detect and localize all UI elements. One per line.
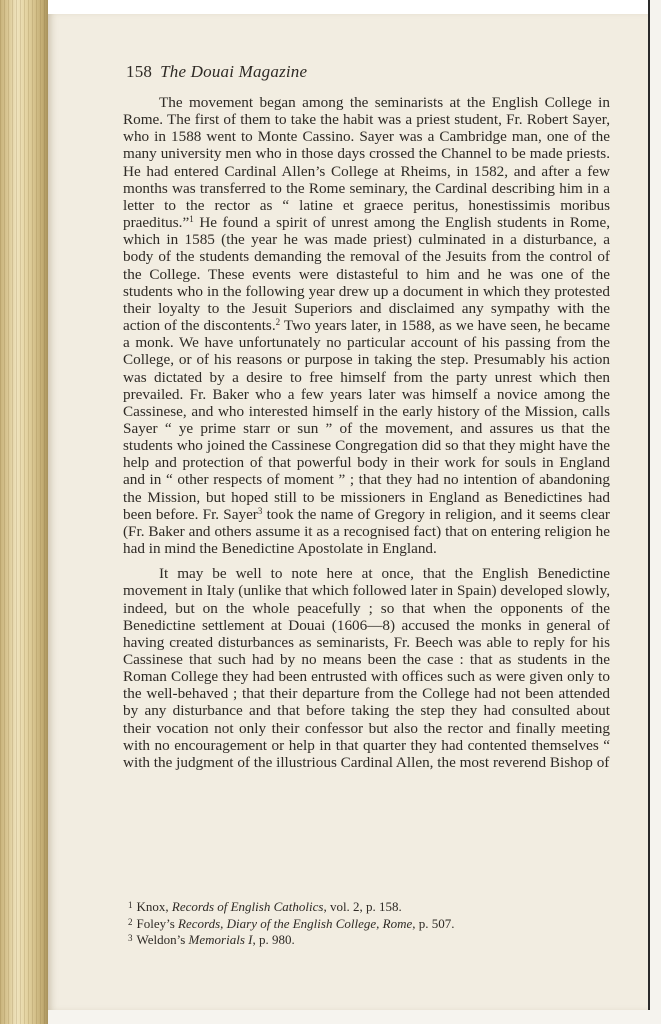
footnote-text: , vol. 2, p. 158. [323, 899, 402, 914]
footnote-number: 2 [128, 916, 133, 927]
footnote-text: Weldon’s [136, 932, 189, 947]
footnote-number: 1 [128, 900, 133, 910]
footnote-text: Knox, [136, 899, 172, 914]
footnote-ref-2: 2 [275, 317, 281, 328]
paragraph-1-part-c: Two years later, in 1588, as we have seen, he became a monk. We have unfortunately no particular account of his passing from the College, or of his reasons or purpose in taking the step. Presumably his action was dictated by a desire to free himself from the party unrest which then prevailed. Fr. Baker who a few years later was himself a novice among the Cassinese, and who interested himself in the early history of the Mission, calls Sayer “ ye prime starr or sun ” of the movement, and assures us that the students who joined the Cassinese Congregation did so that they might have the help and protection of that powerful body in their work for souls in England and in “ other respects of moment ” ; that they had no intention of abandoning the Mission, but hoped still to be missioners in England as Benedictines had been before. Fr. Sayer [123, 317, 610, 523]
footnote-1 [128, 898, 598, 915]
footnote-ref-1: 1 [189, 214, 194, 225]
paragraph-1-part-b: He found a spirit of unrest among the English students in Rome, which in 1585 (the year he was made priest) culminated in a disturbance, a body of the students demanding the removal of the Jesuits from the control of the College. These events were distasteful to him and he was one of the students who in the following year drew up a document in which they protested their loyalty to the Jesuit Superiors and disclaimed any sympathy with the action of the discontents. [123, 214, 610, 335]
footnote-text: Foley’s [136, 915, 179, 931]
footnote-title: Records of English Catholics [171, 899, 324, 914]
running-header [126, 62, 307, 82]
footnote-text: , p. 980. [252, 932, 295, 947]
footnote-2 [128, 915, 598, 932]
footnote-number: 3 [128, 933, 133, 943]
body-text [123, 94, 610, 771]
page-bottom-margin [48, 1010, 650, 1024]
paragraph-2: It may be well to note here at once, that the English Benedictine movement in Italy (unlike that which followed later in Spain) developed slowly, indeed, but on the whole peacefully ; so that when the opponents of the Benedictine settlement at Douai (1606—8) accused the monks in general of having created disturbances as seminarists, Fr. Beech was able to reply for his Cassinese that such had by no means been the case : that as students in the Roman College they had been entrusted with offices such as were given only to the well-behaved ; that their departure from the College had not been attended by any disturbance and that before taking the step they had consulted about their vocation not only their confessor but also the rector and finally meeting with no encouragement or help in that quarter they had contented themselves “ with the judgment of the illustrious Cardinal Allen, the most reverend Bishop of [123, 565, 610, 771]
footnote-title: Memorials I [188, 932, 253, 947]
paragraph-1 [123, 94, 610, 557]
footnote-3 [128, 931, 598, 948]
paragraph-1-part-a: The movement began among the seminarists at the English College in Rome. The first of them to take the habit was a priest student, Fr. Robert Sayer, who in 1588 went to Monte Cassino. Sayer was a Cambridge man, one of the many university men who in those days crossed the Channel to be made priests. He had entered Cardinal Allen’s College at Rheims, in 1582, and after a few months was transferred to the Rome seminary, the Cardinal describing him in a letter to the rector as “ latine et graece peritus, honestissimis moribus praeditus.” [123, 94, 610, 232]
page-number: 158 [126, 62, 153, 81]
paragraph-1-part-d: took the name of Gregory in religion, and it seems clear (Fr. Baker and others assume it as a recognised fact) that on entering religion he had in mind the Benedictine Apostolate in England. [123, 505, 610, 558]
footnote-title: Records, Diary of the English College, Rome [178, 915, 413, 931]
footnotes [128, 898, 598, 948]
book-spine [0, 0, 48, 1024]
magazine-title: The Douai Magazine [160, 62, 308, 81]
footnote-ref-3: 3 [257, 505, 263, 516]
page-edge [648, 0, 661, 1024]
footnote-text: , p. 507. [412, 915, 455, 931]
